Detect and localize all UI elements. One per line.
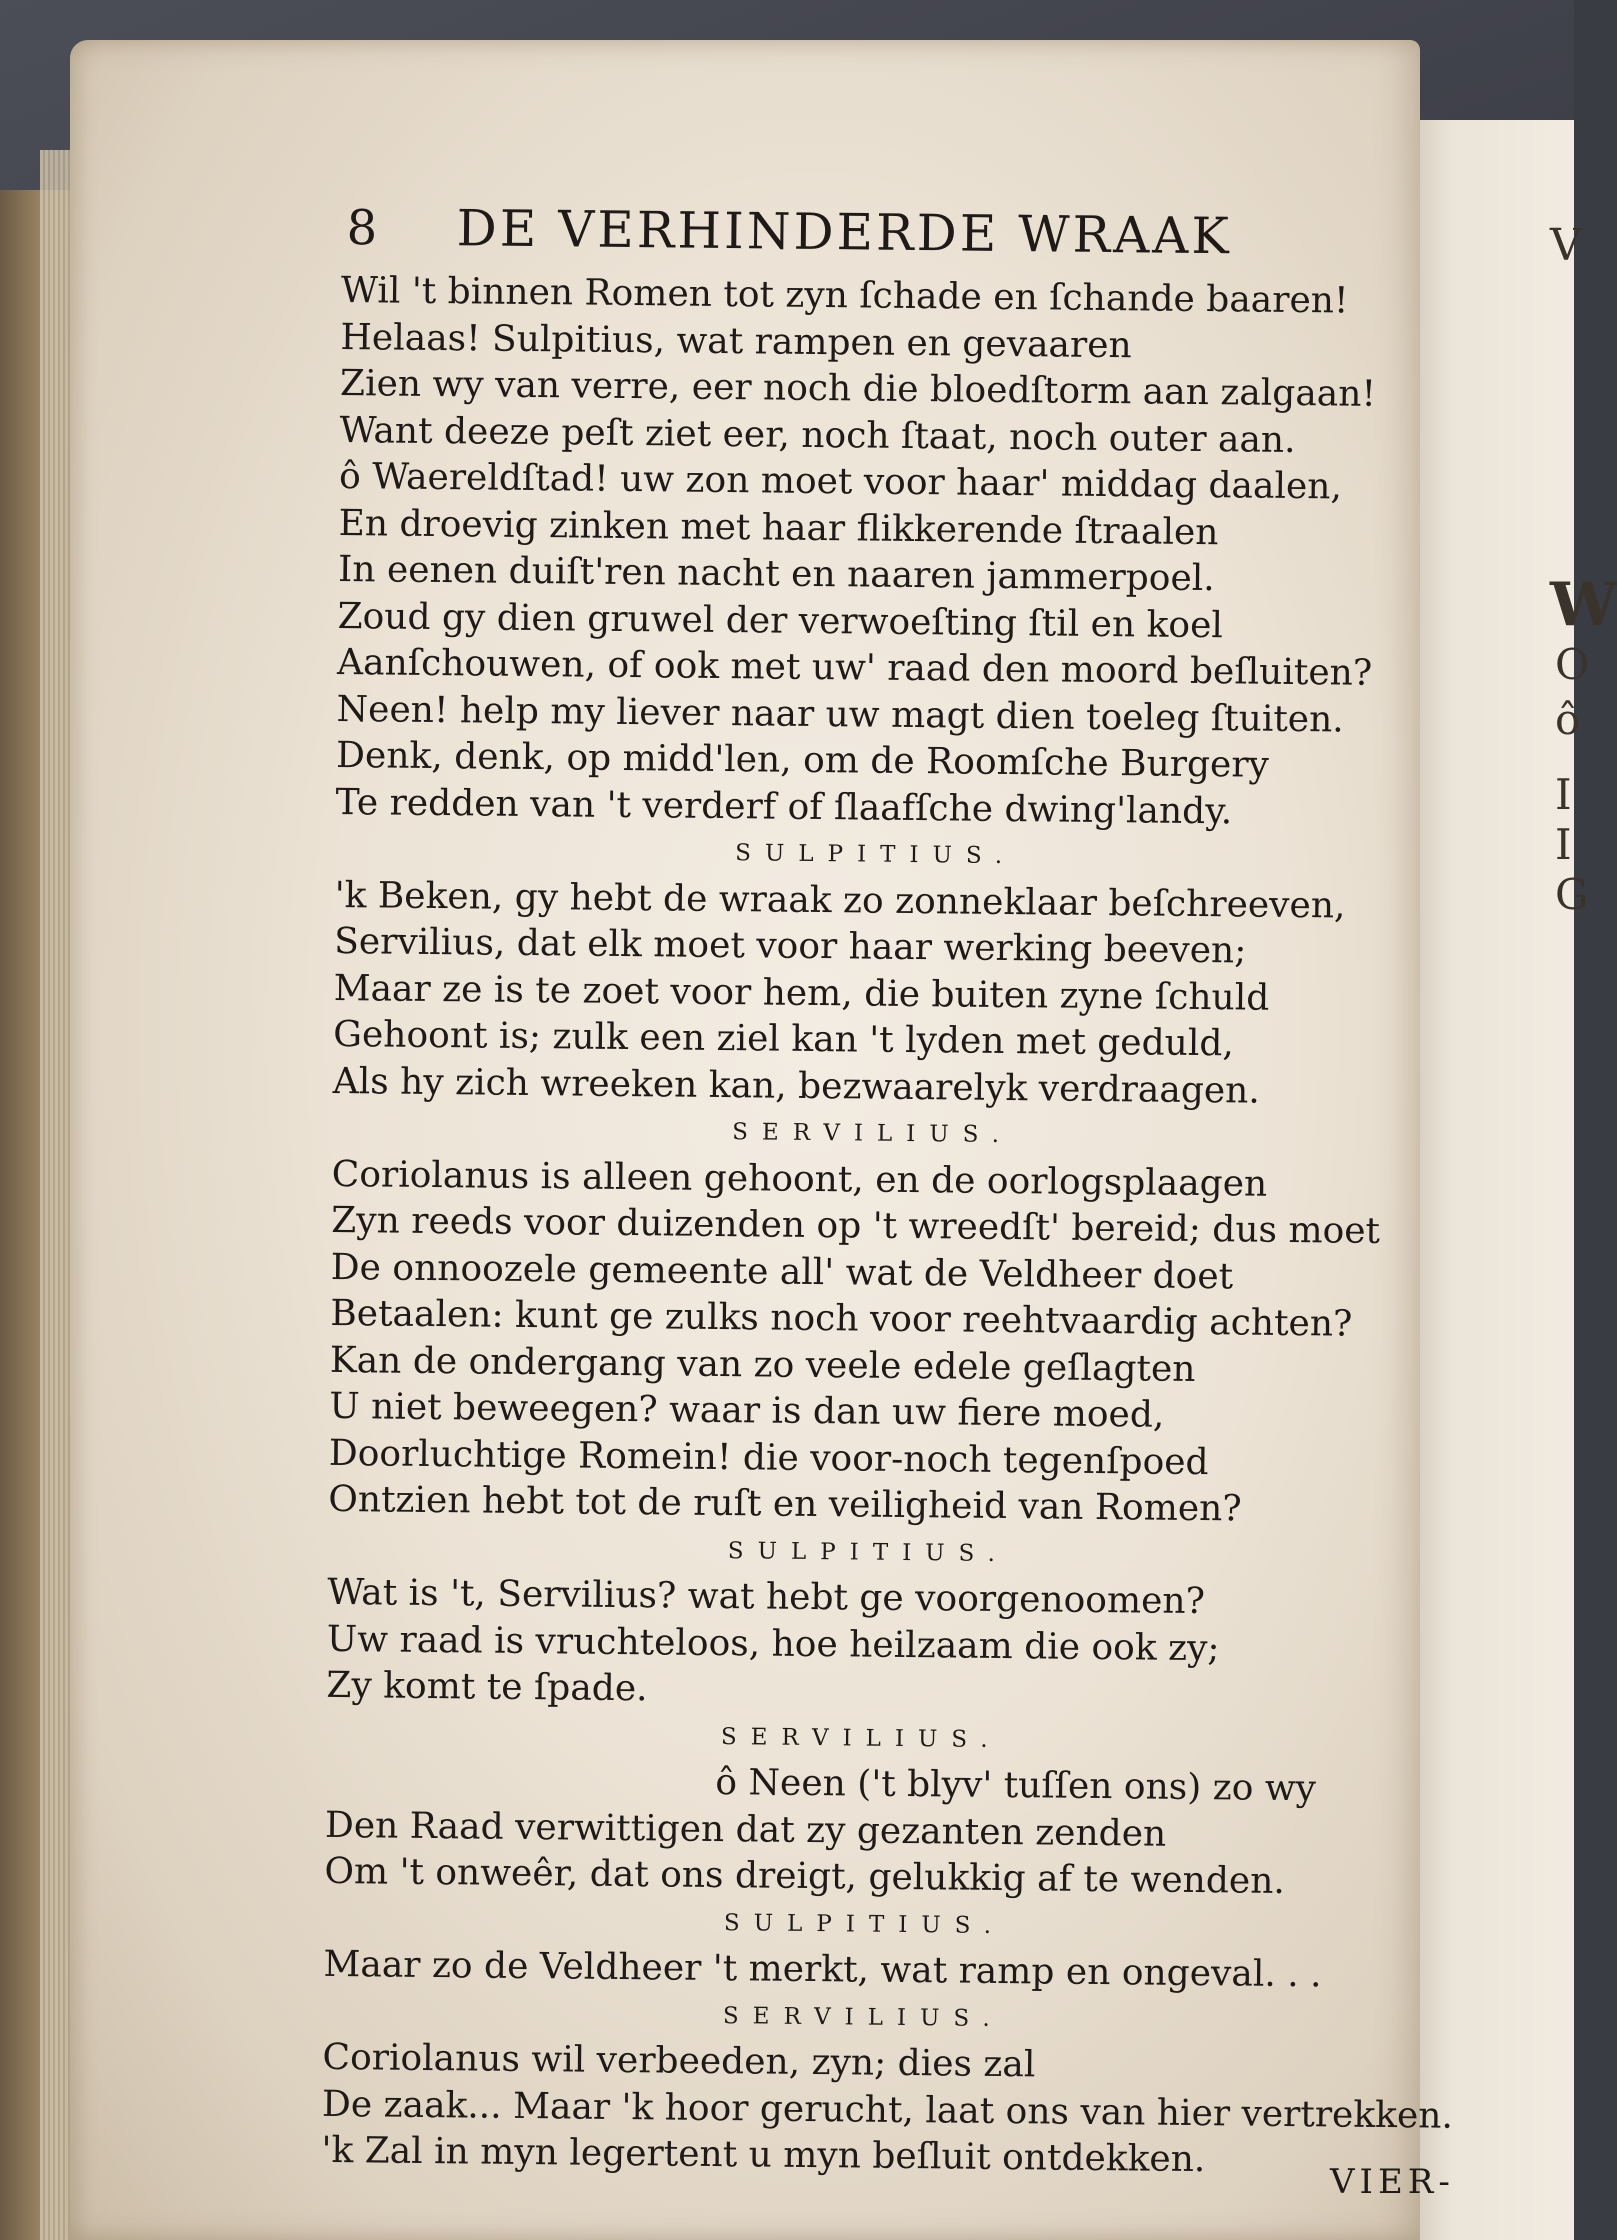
speaker-heading: SULPITIUS. <box>727 1537 1010 1567</box>
verse-line: Kan de ondergang van zo veele edele geſlagten <box>329 1339 1196 1390</box>
running-head <box>346 198 1462 280</box>
verse-line: Doorluchtige Romein! die voor-noch tegenſpoed <box>328 1432 1209 1483</box>
facing-page-fragment: V <box>1550 220 1582 271</box>
speaker-heading: SULPITIUS. <box>735 840 1017 870</box>
catchword: VIER- <box>1330 2162 1455 2202</box>
verse-line: Zyn reeds voor duizenden op 't wreedſt' bereid; dus moet <box>331 1199 1381 1252</box>
verse-line: Aanſchouwen, of ook met uw' raad den moord beſluiten? <box>336 641 1373 694</box>
facing-page-fragment: O <box>1555 640 1590 689</box>
verse-line: U niet beweegen? waar is dan uw fiere moed, <box>329 1385 1165 1436</box>
verse-line: Denk, denk, op midd'len, om de Roomſche Burgery <box>335 734 1270 786</box>
facing-page-fragment: W <box>1550 570 1617 640</box>
verse-line: Neen! help my liever naar uw magt dien toeleg ſtuiten. <box>336 688 1344 741</box>
verse-line: 'k Zal in myn legertent u myn beſluit ontdekken. <box>321 2129 1206 2181</box>
speaker-heading: SULPITIUS. <box>723 1909 1006 1939</box>
verse-line: Als hy zich wreeken kan, bezwaarelyk verdraagen. <box>332 1060 1261 1112</box>
verse-line: 'k Beken, gy hebt de wraak zo zonneklaar beſchreeven, <box>334 874 1346 927</box>
verse-block <box>321 268 1461 2186</box>
verse-line: Zy komt te ſpade. <box>326 1664 648 1710</box>
verse-line: Te redden van 't verderf of ſlaafſche dwing'landy. <box>335 781 1233 832</box>
verse-line: ô Neen ('t blyv' tuſſen ons) zo wy <box>715 1761 1317 1810</box>
verse-line: Coriolanus is alleen gehoont, en de oorlogsplaagen <box>331 1153 1268 1205</box>
facing-page-fragment: G <box>1555 870 1589 919</box>
verse-line: In eenen duiſt'ren nacht en naaren jammerpoel. <box>337 548 1215 600</box>
verse-line: Zoud gy dien gruwel der verwoeſting ſtil en koel <box>337 595 1224 646</box>
facing-page-fragment: ô <box>1555 695 1581 744</box>
speaker-heading: SERVILIUS. <box>722 2002 1004 2032</box>
verse-line: Maar zo de Veldheer 't merkt, wat ramp en ongeval. . . <box>323 1943 1322 1996</box>
book-page <box>70 40 1455 2240</box>
speaker-heading: SERVILIUS. <box>720 1723 1002 1753</box>
verse-line: Maar ze is te zoet voor hem, die buiten zyne ſchuld <box>333 967 1270 1019</box>
verse-line: Wil 't binnen Romen tot zyn ſchade en ſchande baaren! <box>340 269 1349 322</box>
verse-line: De onnoozele gemeente all' wat de Veldheer doet <box>330 1246 1234 1297</box>
verse-line: Gehoont is; zulk een ziel kan 't lyden met geduld, <box>333 1013 1235 1065</box>
verse-line: Zien wy van verre, eer noch die bloedſtorm aan zalgaan! <box>339 362 1377 415</box>
verse-line: De zaak... Maar 'k hoor gerucht, laat ons van hier vertrekken. <box>321 2083 1454 2137</box>
verse-line: ô Waereldſtad! uw zon moet voor haar' middag daalen, <box>338 455 1343 508</box>
facing-page-fragment: I <box>1555 820 1572 869</box>
verse-line: Ontzien hebt tot de ruſt en veiligheid van Romen? <box>328 1478 1242 1530</box>
verse-line: Want deeze peſt ziet eer, noch ſtaat, noch outer aan. <box>339 409 1296 461</box>
verse-line: Om 't onweêr, dat ons dreigt, gelukkig af te wenden. <box>324 1850 1286 1902</box>
verse-line: Servilius, dat elk moet voor haar werking beeven; <box>333 920 1247 972</box>
verse-line: Helaas! Sulpitius, wat rampen en gevaaren <box>340 316 1132 366</box>
verse-line: Uw raad is vruchteloos, hoe heilzaam die ook zy; <box>326 1618 1220 1669</box>
running-title: DE VERHINDERDE WRAAK <box>456 199 1233 266</box>
page-number: 8 <box>346 200 380 257</box>
verse-line: Coriolanus wil verbeeden, zyn; dies zal <box>322 2036 1036 2086</box>
page-content <box>321 198 1462 2186</box>
verse-line: En droevig zinken met haar flikkerende ſtraalen <box>338 502 1219 553</box>
verse-line: Betaalen: kunt ge zulks noch voor reehtvaardig achten? <box>330 1292 1353 1345</box>
verse-line: Wat is 't, Servilius? wat hebt ge voorgenoomen? <box>327 1571 1206 1623</box>
verse-line: Den Raad verwittigen dat zy gezanten zenden <box>324 1804 1167 1855</box>
facing-page-fragment: I <box>1555 770 1572 819</box>
speaker-heading: SERVILIUS. <box>732 1119 1014 1149</box>
